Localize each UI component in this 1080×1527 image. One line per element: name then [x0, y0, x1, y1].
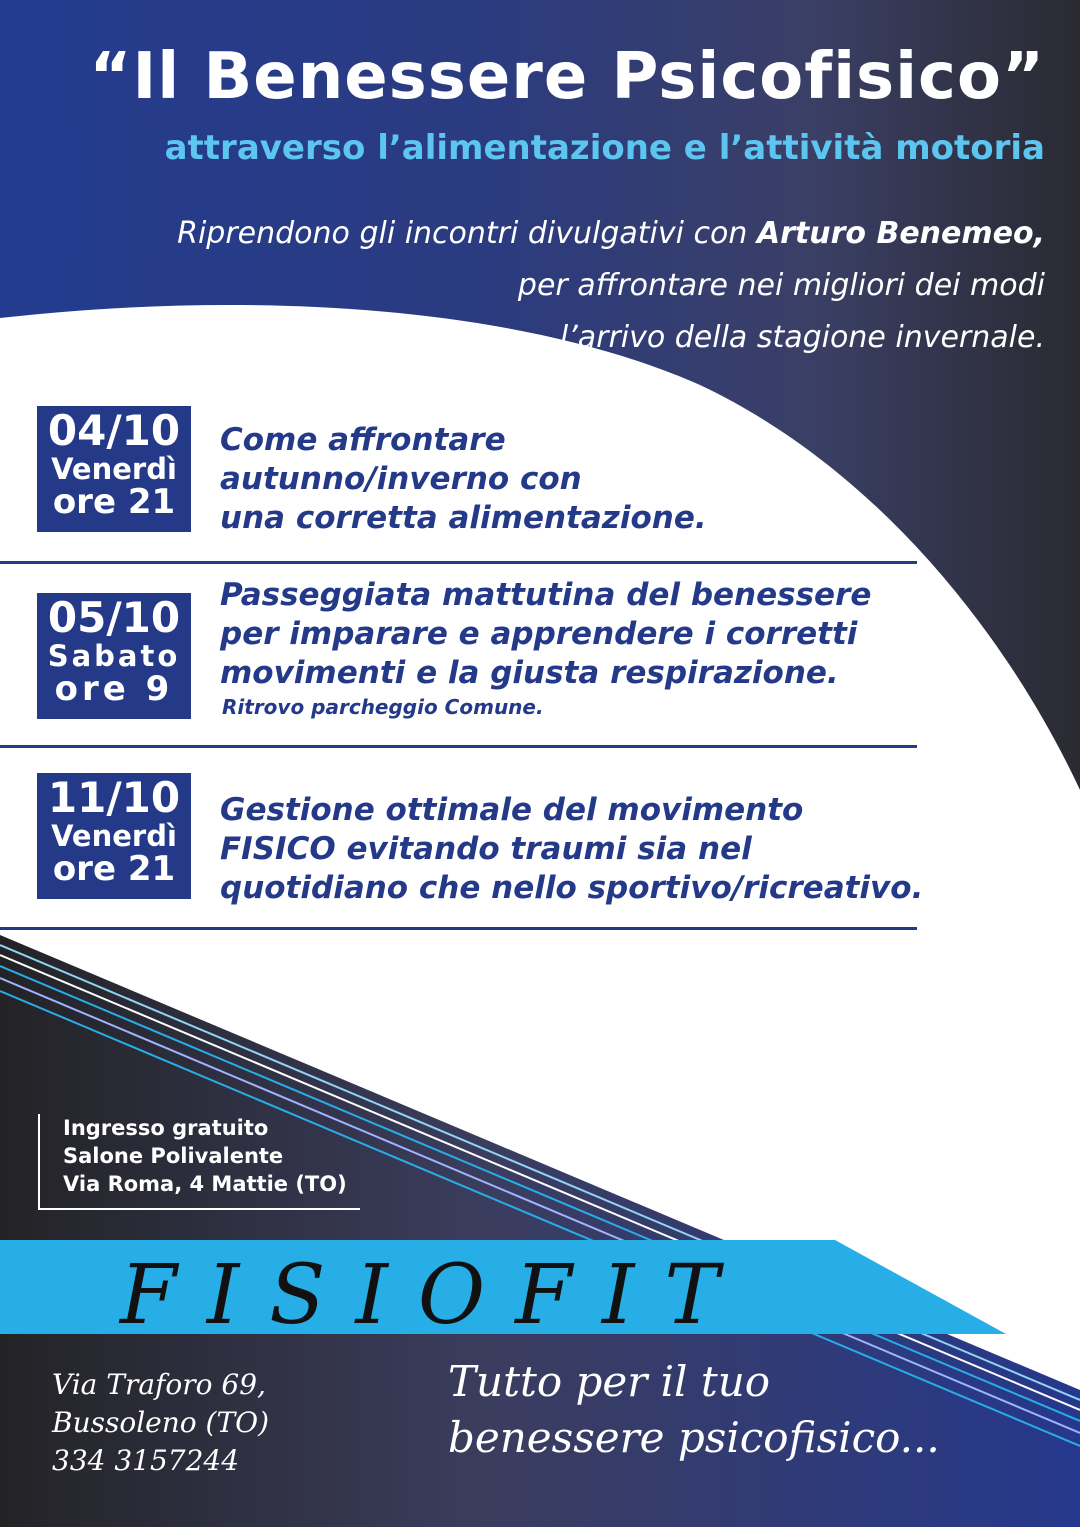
- event-weekday: Venerdì: [51, 819, 177, 853]
- event-description: Passeggiata mattutina del benessere per imparare e apprendere i corretti movimenti e la giusta respirazione.: [220, 577, 872, 691]
- poster-subtitle: attraverso l’alimentazione e l’attività motoria: [164, 128, 1045, 168]
- address-city: Bussoleno (TO): [52, 1406, 269, 1439]
- divider: [0, 745, 917, 748]
- event-description: Come affrontare autunno/inverno con una corretta alimentazione.: [220, 422, 707, 536]
- phone-number: 334 3157244: [52, 1444, 240, 1477]
- address-street: Via Traforo 69,: [52, 1368, 266, 1401]
- brand-address: [52, 1366, 269, 1480]
- event-weekday: Sabato: [47, 639, 181, 673]
- intro-text: [0, 208, 1045, 364]
- intro-line-2: per affrontare nei migliori dei modi: [517, 268, 1045, 303]
- event-weekday: Venerdì: [51, 452, 177, 486]
- brand-slogan: Tutto per il tuo benessere psicofisico...: [448, 1357, 940, 1462]
- venue-name: Salone Polivalente: [63, 1144, 284, 1168]
- event-description: Gestione ottimale del movimento FISICO evitando traumi sia nel quotidiano che nello sportivo/ricreativo.: [220, 792, 924, 906]
- event-date-box: [37, 593, 191, 719]
- event-note: Ritrovo parcheggio Comune.: [222, 695, 544, 719]
- venue-address: Via Roma, 4 Mattie (TO): [63, 1172, 347, 1196]
- event-date: 05/10: [47, 593, 181, 642]
- event-date: 11/10: [47, 773, 181, 822]
- event-time: ore 21: [52, 482, 176, 522]
- event-date-box: [37, 773, 191, 899]
- brand-name: FISIOFIT: [120, 1248, 750, 1343]
- intro-line-3: l’arrivo della stagione invernale.: [559, 320, 1045, 355]
- event-time: ore 9: [54, 669, 174, 709]
- venue-entry: Ingresso gratuito: [63, 1116, 269, 1140]
- divider: [0, 927, 917, 930]
- divider: [0, 561, 917, 564]
- venue-info: [38, 1114, 360, 1210]
- event-date: 04/10: [47, 406, 181, 455]
- speaker-name: Arturo Benemeo,: [756, 216, 1045, 251]
- event-time: ore 21: [52, 849, 176, 889]
- poster-title: “Il Benessere Psicofisico”: [89, 40, 1045, 114]
- intro-line-1: Riprendono gli incontri divulgativi con Arturo Benemeo,: [177, 216, 1045, 251]
- event-date-box: [37, 406, 191, 532]
